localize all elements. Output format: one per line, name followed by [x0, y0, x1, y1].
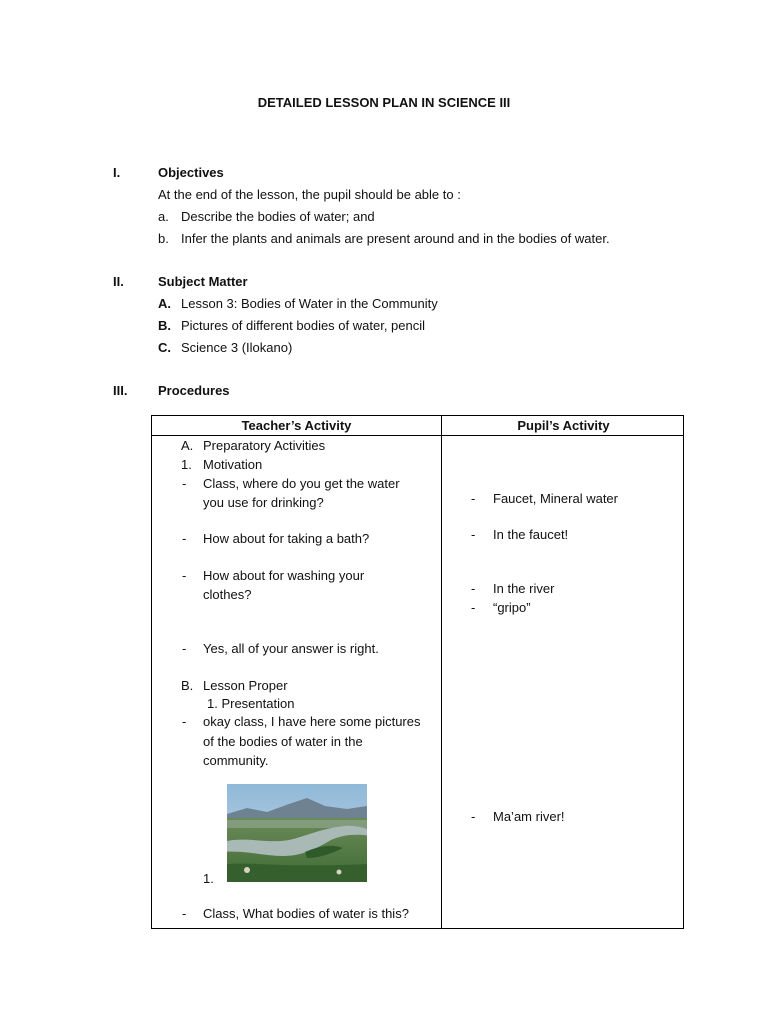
teacher-presentation-line-1: okay class, I have here some pictures [203, 714, 421, 729]
teacher-dash: - [182, 568, 187, 583]
teacher-question-3-line-1: How about for washing your [203, 568, 365, 583]
teacher-lesson-label: Lesson Proper [203, 678, 288, 693]
pupil-dash: - [471, 600, 476, 615]
teacher-statement-4: Yes, all of your answer is right. [203, 641, 379, 656]
objective-text-b: Infer the plants and animals are present around and in the bodies of water. [181, 231, 610, 246]
section-heading-subject-matter: Subject Matter [158, 274, 248, 289]
pupil-dash: - [471, 809, 476, 824]
teacher-motivation-label: Motivation [203, 457, 263, 472]
section-numeral-subject-matter: II. [113, 274, 124, 289]
teacher-image-number: 1. [203, 871, 214, 886]
river-photo [227, 784, 367, 882]
subject-text-a: Lesson 3: Bodies of Water in the Community [181, 296, 438, 311]
header-teacher-activity: Teacher’s Activity [241, 418, 352, 433]
teacher-prep-marker: A. [181, 438, 194, 453]
pupil-answer-2: In the faucet! [493, 527, 569, 542]
header-pupil-activity: Pupil’s Activity [517, 418, 610, 433]
objectives-intro: At the end of the lesson, the pupil should be able to : [158, 187, 461, 202]
teacher-question-2: How about for taking a bath? [203, 531, 370, 546]
subject-text-b: Pictures of different bodies of water, pencil [181, 318, 426, 333]
teacher-question-5: Class, What bodies of water is this? [203, 906, 409, 921]
teacher-dash: - [182, 906, 187, 921]
pupil-answer-3: In the river [493, 581, 555, 596]
teacher-dash: - [182, 531, 187, 546]
teacher-presentation-line-3: community. [203, 753, 269, 768]
section-numeral-procedures: III. [113, 383, 128, 398]
teacher-dash: - [182, 641, 187, 656]
pupil-dash: - [471, 581, 476, 596]
document-title: DETAILED LESSON PLAN IN SCIENCE III [257, 95, 511, 110]
pupil-answer-1: Faucet, Mineral water [493, 491, 618, 506]
objective-marker-a: a. [158, 209, 169, 224]
subject-marker-a: A. [158, 296, 171, 311]
procedures-table [151, 415, 684, 929]
section-numeral-objectives: I. [113, 165, 121, 180]
teacher-presentation-line-2: of the bodies of water in the [203, 734, 363, 749]
objective-marker-b: b. [158, 231, 169, 246]
table-header-divider [152, 435, 683, 436]
pupil-dash: - [471, 491, 476, 506]
section-heading-objectives: Objectives [158, 165, 224, 180]
teacher-dash: - [182, 714, 187, 729]
teacher-lesson-marker: B. [181, 678, 194, 693]
table-column-divider [441, 416, 442, 928]
teacher-motivation-marker: 1. [181, 457, 192, 472]
teacher-prep-label: Preparatory Activities [203, 438, 326, 453]
subject-text-c: Science 3 (Ilokano) [181, 340, 293, 355]
teacher-presentation: 1. Presentation [207, 696, 295, 711]
teacher-question-3-line-2: clothes? [203, 587, 252, 602]
section-heading-procedures: Procedures [158, 383, 230, 398]
objective-text-a: Describe the bodies of water; and [181, 209, 375, 224]
subject-marker-b: B. [158, 318, 171, 333]
subject-marker-c: C. [158, 340, 171, 355]
teacher-dash: - [182, 476, 187, 491]
teacher-question-1-line-2: you use for drinking? [203, 495, 324, 510]
pupil-dash: - [471, 527, 476, 542]
pupil-answer-4: “gripo” [493, 600, 531, 615]
teacher-question-1-line-1: Class, where do you get the water [203, 476, 400, 491]
pupil-answer-5: Ma’am river! [493, 809, 565, 824]
